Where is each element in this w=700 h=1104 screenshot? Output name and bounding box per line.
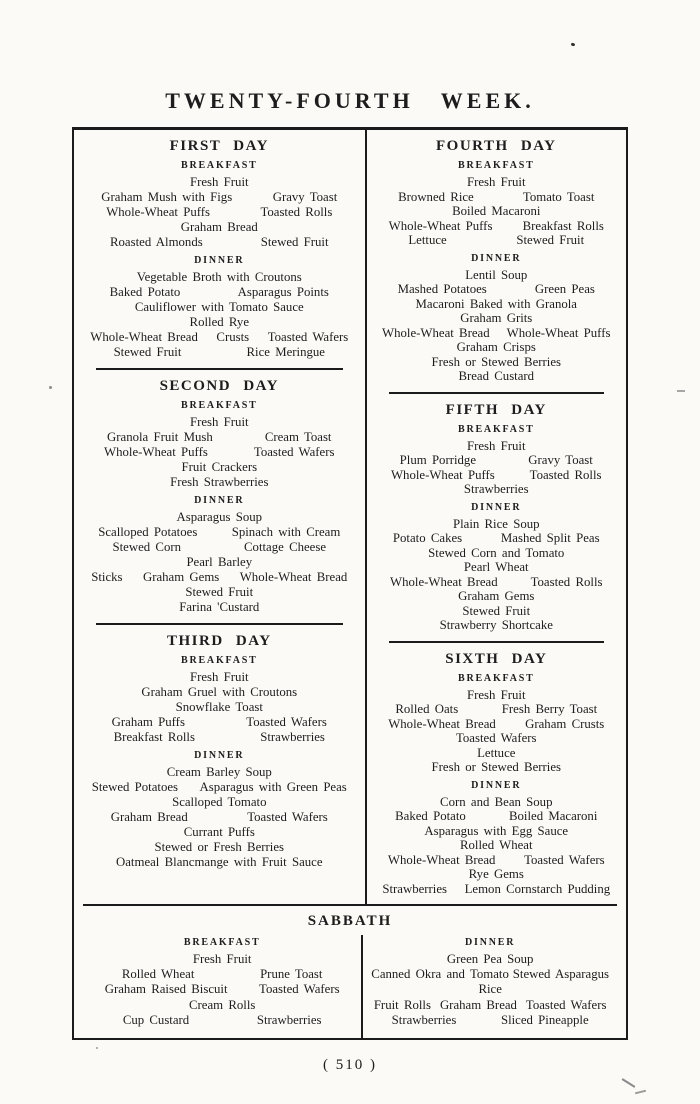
meal-label-dinner: DINNER: [471, 501, 522, 513]
weekly-menu-table: [72, 127, 628, 1040]
menu-item: Toasted Wafers: [455, 731, 537, 745]
menu-line: [79, 765, 360, 780]
menu-item: Toasted Wafers: [259, 982, 340, 997]
page-number: ( 510 ): [323, 1057, 377, 1074]
menu-line: [372, 560, 621, 575]
dinner-menu: [79, 765, 360, 870]
menu-item: Graham Gems: [458, 589, 535, 603]
menu-item: Cottage Cheese: [244, 540, 327, 554]
scan-artifact: [622, 1078, 636, 1088]
menu-line: [372, 517, 621, 532]
menu-item: Gravy Toast: [272, 190, 338, 204]
menu-item: Toasted Wafers: [524, 852, 605, 867]
menu-line: [372, 439, 621, 454]
menu-line: [79, 730, 360, 745]
menu-line: [79, 795, 360, 810]
menu-item: Graham Puffs: [111, 715, 185, 729]
menu-item: Graham Mush with Figs: [101, 190, 233, 204]
menu-line: [79, 525, 360, 540]
menu-item: Scalloped Potatoes: [98, 525, 198, 539]
menu-item: Fresh Strawberries: [170, 475, 269, 489]
menu-item: Rolled Oats: [395, 702, 459, 716]
menu-line: [79, 330, 360, 345]
menu-item: Stewed Corn and Tomato: [428, 545, 565, 560]
menu-item: Lettuce: [408, 233, 447, 247]
menu-line: [372, 204, 621, 219]
menu-item: Breakfast Rolls: [113, 730, 195, 744]
menu-line: [79, 585, 360, 600]
meal-label-breakfast: BREAKFAST: [180, 400, 258, 411]
day-name: SECOND DAY: [159, 378, 279, 394]
menu-item: Plain Rice Soup: [452, 516, 540, 531]
menu-item: Asparagus with Green Peas: [199, 780, 347, 794]
menu-item: Whole-Wheat Bread: [382, 325, 490, 340]
menu-item: Green Peas: [534, 282, 595, 296]
menu-item: Boiled Macaroni: [452, 204, 541, 218]
dinner-menu: [372, 795, 621, 897]
menu-line: [79, 570, 360, 585]
menu-item: Rolled Wheat: [121, 967, 195, 982]
menu-line: [372, 340, 621, 355]
menu-line: [372, 746, 621, 761]
menu-line: [367, 952, 613, 967]
menu-item: Crusts: [216, 330, 250, 344]
menu-line: [372, 282, 621, 297]
menu-item: Rice Meringue: [246, 345, 325, 359]
menu-item: Graham Gems: [142, 570, 220, 584]
breakfast-menu: [372, 439, 621, 497]
menu-item: Asparagus Points: [237, 285, 329, 299]
breakfast-menu: [372, 175, 621, 248]
menu-item: Whole-Wheat Bread: [387, 852, 496, 867]
menu-item: Graham Bread: [180, 220, 258, 234]
menu-item: Boiled Macaroni: [508, 809, 598, 823]
menu-item: Lemon Cornstarch Pudding: [464, 881, 611, 896]
menu-item: Stewed Fruit: [516, 233, 585, 247]
menu-line: [372, 369, 621, 384]
menu-line: [79, 205, 360, 220]
menu-line: [79, 235, 360, 250]
menu-item: Lettuce: [477, 745, 516, 760]
menu-item: Toasted Wafers: [267, 330, 349, 344]
menu-item: Graham Grits: [460, 311, 533, 325]
sabbath-section: [83, 904, 617, 1038]
menu-line: [79, 460, 360, 475]
breakfast-menu: [79, 175, 360, 250]
menu-line: [372, 809, 621, 824]
menu-line: [79, 540, 360, 555]
menu-line: [367, 998, 613, 1013]
menu-item: Breakfast Rolls: [522, 218, 604, 233]
menu-item: Asparagus Soup: [176, 510, 263, 524]
menu-line: [372, 531, 621, 546]
menu-item: Whole-Wheat Bread: [390, 574, 498, 589]
menu-line: [367, 982, 613, 997]
menu-item: Toasted Rolls: [529, 467, 602, 482]
menu-item: Toasted Wafers: [247, 810, 328, 824]
menu-item: Toasted Wafers: [525, 997, 607, 1012]
menu-line: [372, 468, 621, 483]
meal-label-dinner: DINNER: [194, 255, 245, 266]
menu-line: [367, 1013, 613, 1028]
day-section-second: [74, 370, 365, 623]
menu-line: [87, 998, 357, 1013]
meal-label-dinner: DINNER: [471, 779, 522, 791]
menu-item: Snowflake Toast: [175, 700, 263, 714]
sabbath-breakfast-column: [83, 935, 363, 1038]
menu-item: Fresh Fruit: [466, 175, 526, 189]
menu-line: [87, 982, 357, 997]
menu-line: [372, 575, 621, 590]
menu-item: Granola Fruit Mush: [107, 430, 213, 444]
menu-item: Fresh Fruit: [189, 415, 249, 429]
scan-artifact: [677, 390, 685, 392]
menu-item: Graham Crisps: [456, 340, 536, 354]
meal-label-breakfast: BREAKFAST: [457, 160, 535, 171]
day-name: SIXTH DAY: [445, 650, 548, 667]
menu-item: Whole-Wheat Puffs: [506, 325, 611, 340]
menu-item: Strawberries: [463, 482, 529, 496]
menu-item: Stewed Fruit: [462, 603, 531, 618]
menu-line: [79, 700, 360, 715]
menu-item: Graham Bread: [110, 810, 188, 824]
menu-line: [372, 867, 621, 882]
menu-item: Strawberries: [391, 1012, 457, 1027]
dinner-menu: [79, 270, 360, 360]
menu-item: Lentil Soup: [465, 267, 528, 282]
menu-item: Sticks: [91, 570, 123, 584]
menu-item: Green Pea Soup: [446, 952, 534, 966]
menu-line: [79, 220, 360, 235]
menu-item: Farina 'Custard: [179, 600, 260, 614]
meal-label-breakfast: BREAKFAST: [180, 655, 258, 666]
menu-item: Stewed Asparagus: [512, 967, 610, 982]
menu-item: Fresh Fruit: [466, 438, 526, 453]
menu-item: Cauliflower with Tomato Sauce: [134, 300, 304, 314]
menu-line: [372, 355, 621, 370]
menu-line: [372, 760, 621, 775]
menu-item: Rye Gems: [468, 867, 524, 881]
menu-item: Macaroni Baked with Granola: [415, 296, 577, 311]
menu-line: [372, 688, 621, 703]
menu-line: [79, 445, 360, 460]
scan-artifact: [635, 1090, 646, 1095]
dinner-menu: [372, 517, 621, 633]
menu-item: Currant Puffs: [183, 825, 255, 839]
sabbath-dinner-column: [363, 935, 617, 1038]
menu-item: Fresh Fruit: [192, 952, 252, 966]
menu-item: Fresh Berry Toast: [501, 702, 598, 716]
meal-label-dinner: DINNER: [194, 495, 245, 506]
menu-line: [372, 482, 621, 497]
menu-item: Graham Bread: [439, 997, 517, 1012]
column-right: [367, 130, 626, 904]
menu-line: [372, 618, 621, 633]
menu-item: Stewed or Fresh Berries: [154, 840, 284, 854]
menu-line: [79, 715, 360, 730]
menu-line: [87, 1013, 357, 1028]
menu-line: [79, 430, 360, 445]
menu-line: [372, 838, 621, 853]
menu-item: Mashed Split Peas: [500, 531, 600, 545]
menu-line: [372, 297, 621, 312]
menu-line: [79, 670, 360, 685]
menu-item: Fruit Rolls: [373, 997, 431, 1012]
menu-item: Stewed Corn: [112, 540, 182, 554]
menu-item: Oatmeal Blancmange with Fruit Sauce: [116, 855, 323, 869]
menu-line: [79, 415, 360, 430]
dinner-menu: [79, 510, 360, 615]
menu-item: Roasted Almonds: [110, 235, 203, 249]
sabbath-title: SABBATH: [307, 913, 393, 929]
menu-line: [372, 546, 621, 561]
menu-line: [79, 475, 360, 490]
menu-line: [79, 600, 360, 615]
column-left: [74, 130, 367, 904]
day-section-sixth: [367, 643, 626, 905]
menu-line: [79, 555, 360, 570]
menu-item: Whole-Wheat Bread: [90, 330, 198, 344]
menu-item: Graham Raised Biscuit: [104, 982, 228, 997]
menu-item: Whole-Wheat Bread: [388, 716, 496, 731]
menu-line: [79, 855, 360, 870]
meal-label-dinner: DINNER: [465, 937, 516, 948]
menu-item: Graham Crusts: [525, 716, 605, 731]
menu-line: [372, 604, 621, 619]
menu-item: Cream Toast: [264, 430, 332, 444]
menu-item: Strawberry Shortcake: [439, 618, 553, 632]
menu-item: Rice: [478, 982, 502, 997]
dinner-menu: [372, 268, 621, 384]
menu-line: [372, 190, 621, 205]
menu-item: Stewed Fruit: [113, 345, 182, 359]
menu-item: Cream Barley Soup: [166, 765, 272, 779]
menu-item: Fruit Crackers: [181, 460, 258, 474]
breakfast-menu: [79, 415, 360, 490]
meal-label-breakfast: BREAKFAST: [183, 937, 261, 948]
sabbath-columns: [83, 935, 617, 1038]
menu-line: [372, 326, 621, 341]
menu-item: Pearl Wheat: [463, 560, 529, 574]
menu-line: [87, 952, 357, 967]
menu-item: Baked Potato: [395, 809, 466, 823]
menu-line: [372, 175, 621, 190]
menu-item: Cup Custard: [122, 1012, 190, 1027]
menu-line: [372, 717, 621, 732]
menu-item: Toasted Wafers: [246, 715, 327, 729]
day-section-fourth: [367, 130, 626, 392]
day-section-fifth: [367, 394, 626, 641]
menu-line: [372, 311, 621, 326]
menu-item: Graham Gruel with Croutons: [141, 685, 298, 699]
menu-item: Whole-Wheat Bread: [239, 570, 348, 584]
day-section-third: [74, 625, 365, 878]
menu-line: [79, 840, 360, 855]
meal-label-breakfast: BREAKFAST: [457, 672, 535, 684]
menu-line: [79, 315, 360, 330]
menu-item: Stewed Potatoes: [91, 780, 179, 794]
scan-artifact: [571, 42, 576, 46]
scan-artifact: [49, 386, 52, 389]
menu-item: Prune Toast: [260, 967, 323, 982]
meal-label-dinner: DINNER: [471, 252, 522, 264]
menu-item: Stewed Fruit: [185, 585, 254, 599]
menu-line: [372, 853, 621, 868]
day-name: THIRD DAY: [167, 633, 272, 649]
menu-item: Strawberries: [260, 730, 325, 744]
menu-item: Strawberries: [256, 1012, 322, 1027]
page-title: TWENTY-FOURTH WEEK.: [165, 88, 535, 113]
menu-item: Whole-Wheat Puffs: [104, 445, 208, 459]
meal-label-dinner: DINNER: [194, 750, 245, 761]
menu-item: Fresh or Stewed Berries: [431, 354, 561, 369]
menu-item: Rolled Rye: [189, 315, 250, 329]
menu-item: Baked Potato: [109, 285, 181, 299]
menu-item: Whole-Wheat Puffs: [390, 467, 495, 482]
menu-item: Scalloped Tomato: [172, 795, 267, 809]
breakfast-menu: [79, 670, 360, 745]
menu-item: Toasted Rolls: [530, 574, 603, 589]
menu-line: [79, 285, 360, 300]
meal-label-breakfast: BREAKFAST: [457, 423, 535, 435]
menu-item: Stewed Fruit: [260, 235, 329, 249]
day-columns: [74, 130, 626, 904]
menu-line: [87, 967, 357, 982]
breakfast-menu: [87, 952, 357, 1028]
menu-line: [372, 233, 621, 248]
menu-item: Spinach with Cream: [231, 525, 341, 539]
menu-line: [372, 882, 621, 897]
menu-item: Whole-Wheat Puffs: [106, 205, 211, 219]
menu-item: Toasted Wafers: [253, 445, 335, 459]
menu-item: Vegetable Broth with Croutons: [136, 270, 302, 284]
menu-item: Plum Porridge: [399, 453, 477, 467]
menu-line: [79, 685, 360, 700]
menu-item: Pearl Barley: [186, 555, 253, 569]
menu-item: Fresh Fruit: [466, 687, 526, 702]
menu-line: [79, 300, 360, 315]
menu-line: [372, 453, 621, 468]
day-name: FIFTH DAY: [445, 401, 547, 418]
breakfast-menu: [372, 688, 621, 775]
menu-line: [372, 702, 621, 717]
menu-item: Whole-Wheat Puffs: [388, 218, 493, 233]
menu-item: Toasted Rolls: [260, 205, 333, 219]
menu-item: Rolled Wheat: [460, 838, 533, 852]
meal-label-breakfast: BREAKFAST: [180, 160, 258, 171]
day-section-first: [74, 130, 365, 368]
menu-item: Asparagus with Egg Sauce: [424, 823, 569, 838]
day-name: FIRST DAY: [169, 138, 269, 154]
menu-line: [79, 780, 360, 795]
menu-item: Cream Rolls: [188, 997, 256, 1012]
menu-item: Canned Okra and Tomato: [371, 967, 509, 982]
menu-item: Tomato Toast: [522, 189, 595, 204]
menu-line: [367, 967, 613, 982]
menu-line: [79, 810, 360, 825]
menu-line: [372, 219, 621, 234]
menu-item: Mashed Potatoes: [397, 282, 487, 296]
menu-line: [372, 268, 621, 283]
menu-item: Fresh Fruit: [189, 175, 249, 189]
menu-item: Bread Custard: [458, 369, 535, 383]
day-name: FOURTH DAY: [436, 138, 557, 154]
menu-line: [372, 824, 621, 839]
menu-line: [372, 795, 621, 810]
menu-item: Fresh or Stewed Berries: [431, 760, 561, 774]
menu-item: Potato Cakes: [392, 531, 463, 545]
menu-line: [79, 175, 360, 190]
menu-item: Fresh Fruit: [189, 670, 249, 684]
menu-item: Strawberries: [382, 881, 448, 896]
menu-item: Gravy Toast: [528, 453, 593, 467]
menu-line: [79, 510, 360, 525]
menu-line: [372, 589, 621, 604]
menu-item: Sliced Pineapple: [500, 1012, 589, 1027]
menu-line: [79, 345, 360, 360]
scan-artifact: [96, 1047, 98, 1049]
menu-item: Corn and Bean Soup: [440, 794, 553, 809]
dinner-menu: [367, 952, 613, 1028]
menu-line: [79, 825, 360, 840]
menu-line: [79, 190, 360, 205]
menu-item: Browned Rice: [398, 189, 474, 204]
menu-line: [372, 731, 621, 746]
menu-line: [79, 270, 360, 285]
